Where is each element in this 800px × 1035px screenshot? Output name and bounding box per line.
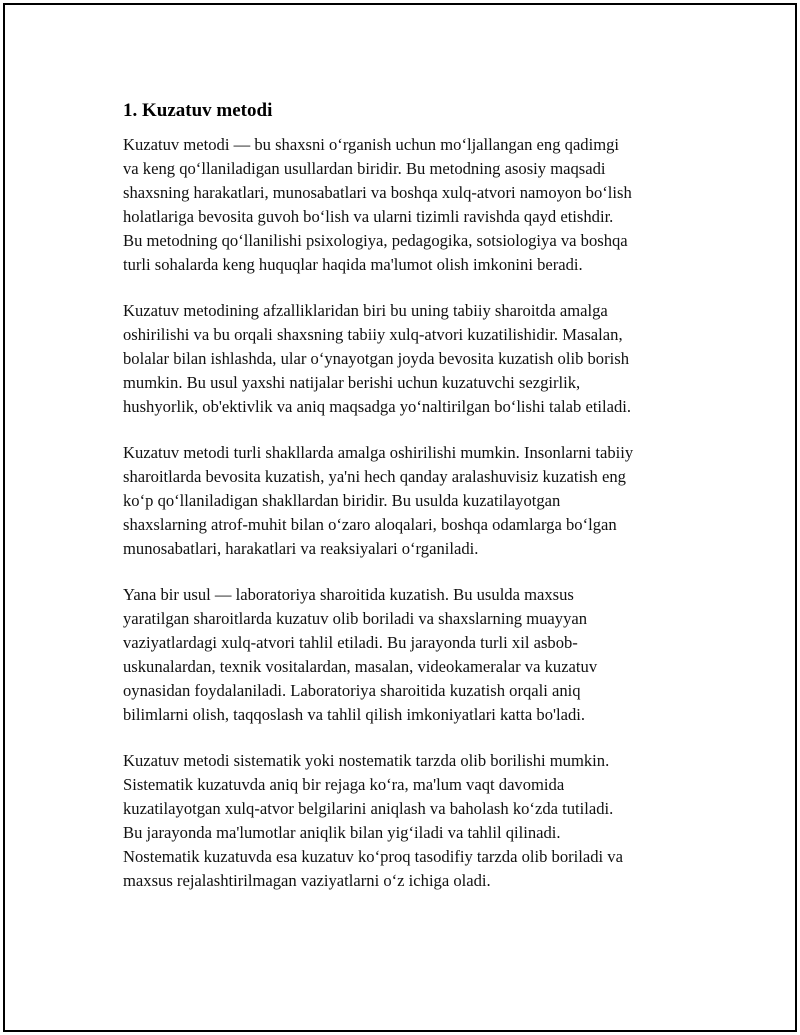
document-body xyxy=(119,93,699,915)
paragraph-intro: Kuzatuv metodi — bu shaxsni o‘rganish uchun mo‘ljallangan eng qadimgi va keng qo‘llaniladigan usullardan biridir. Bu metodning asosiy maqsadi shaxsning harakatlari, munosabatlari va boshqa xulq-atvori namoyon bo‘lish holatlariga bevosita guvoh bo‘lish va ularni tizimli ravishda qayd etishdir. Bu metodning qo‘llanilishi psixologiya, pedagogika, sotsiologiya va boshqa turli sohalarda keng huquqlar haqida ma'lumot olish imkonini beradi. xyxy=(123,135,632,274)
section-heading: 1. Kuzatuv metodi xyxy=(123,100,273,121)
page-frame xyxy=(3,3,797,1032)
paragraph-systematic: Kuzatuv metodi sistematik yoki nostematik tarzda olib borilishi mumkin. Sistematik kuzatuvda aniq bir rejaga ko‘ra, ma'lum vaqt davomida kuzatilayotgan xulq-atvor belgilarini aniqlash va baholash ko‘zda tutiladi. Bu jarayonda ma'lumotlar aniqlik bilan yig‘iladi va tahlil qilinadi. Nostematik kuzatuvda esa kuzatuv ko‘proq tasodifiy tarzda olib boriladi va maxsus rejalashtirilmagan vaziyatlarni o‘z ichiga oladi. xyxy=(123,751,623,890)
paragraph-advantages: Kuzatuv metodining afzalliklaridan biri bu uning tabiiy sharoitda amalga oshirilishi va bu orqali shaxsning tabiiy xulq-atvori kuzatilishidir. Masalan, bolalar bilan ishlashda, ular o‘ynayotgan joyda bevosita kuzatish olib borish mumkin. Bu usul yaxshi natijalar berishi uchun kuzatuvchi sezgirlik, hushyorlik, ob'ektivlik va aniq maqsadga yo‘naltirilgan bo‘lishi talab etiladi. xyxy=(123,301,632,416)
paragraph-forms: Kuzatuv metodi turli shakllarda amalga oshirilishi mumkin. Insonlarni tabiiy sharoitlarda bevosita kuzatish, ya'ni hech qanday aralashuvisiz kuzatish eng ko‘p qo‘llaniladigan shakllardan biridir. Bu usulda kuzatilayotgan shaxslarning atrof-muhit bilan o‘zaro aloqalari, boshqa odamlarga bo‘lgan munosabatlari, harakatlari va reaksiyalari o‘rganiladi. xyxy=(123,443,634,558)
paragraph-laboratory: Yana bir usul — laboratoriya sharoitida kuzatish. Bu usulda maxsus yaratilgan sharoitlarda kuzatuv olib boriladi va shaxslarning muayyan vaziyatlardagi xulq-atvori tahlil etiladi. Bu jarayonda turli xil asbob- uskunalardan, texnik vositalardan, masalan, videokameralar va kuzatuv oynasidan foydalaniladi. Laboratoriya sharoitida kuzatish orqali aniq bilimlarni olish, taqqoslash va tahlil qilish imkoniyatlari katta bo'ladi. xyxy=(123,585,598,724)
